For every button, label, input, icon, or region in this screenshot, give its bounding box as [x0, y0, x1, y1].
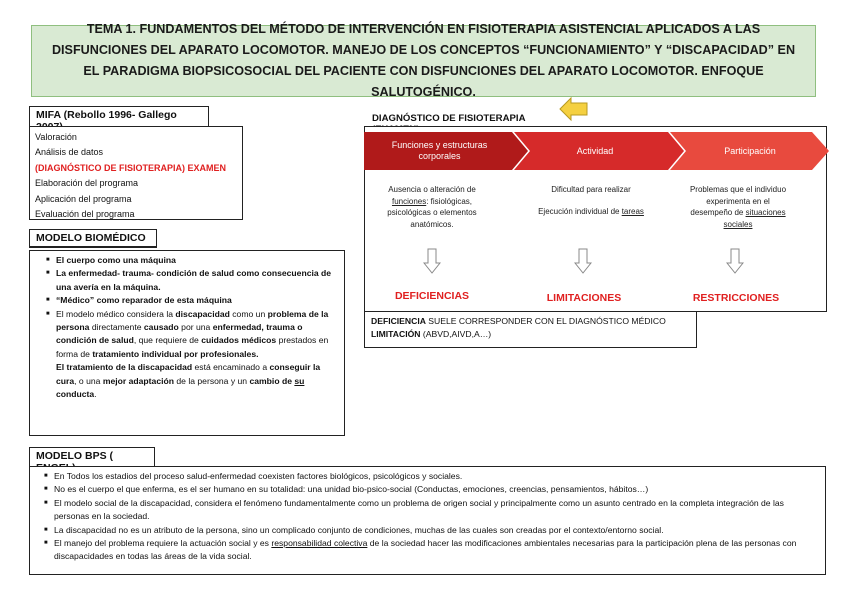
- down-arrow-icon: [726, 248, 744, 274]
- diagnostico-note: DEFICIENCIA SUELE CORRESPONDER CON EL DIAGNÓSTICO MÉDICO LIMITACIÓN (ABVD,AIVD,A…): [364, 311, 697, 348]
- arrow-label-funciones: Funciones y estructuras corporales: [391, 140, 488, 161]
- result-deficiencias: DEFICIENCIAS: [394, 290, 470, 302]
- result-restricciones: RESTRICCIONES: [692, 292, 780, 304]
- pointer-arrow-icon: [559, 96, 589, 122]
- mifa-item-valoracion: Valoración: [35, 132, 77, 142]
- bps-item: ■ No es el cuerpo el que enferma, es el ser humano en su totalidad: una unidad bio-psico-social (Conductas, emociones, creencias, pensamientos, hábitos…): [54, 483, 819, 496]
- mifa-item-diagnostico: (DIAGNÓSTICO DE FISIOTERAPIA) EXAMEN: [35, 162, 227, 173]
- biomedico-item: ■ El modelo médico considera la discapacidad como un problema de la persona directamente causado por una enfermedad, trauma o condición de salud, que requiere de cuidados médicos prestados en forma de tratamiento individual por profesionales. El tratamiento de la discapacidad está encaminado a conseguir la cura, o una mejor adaptación de la persona y un cambio de su conducta.: [56, 308, 338, 402]
- bps-item: ■ La discapacidad no es un atributo de la persona, sino un complicado conjunto de condiciones, muchas de las cuales son creadas por el contexto/entorno social.: [54, 524, 819, 537]
- bps-box: [29, 466, 826, 575]
- bps-header: MODELO BPS (: [29, 447, 155, 478]
- biomedico-box: [29, 250, 345, 436]
- col-participacion-text: Problemas que el individuo experimenta en el desempeño de situaciones sociales: [689, 185, 787, 229]
- mifa-header: MIFA (Rebollo 1996- Gallego: [29, 106, 209, 137]
- bps-item: ■ En Todos los estadios del proceso salud-enfermedad coexisten factores biológicos, psicológicos y sociales.: [54, 470, 819, 483]
- bps-item: ■ El modelo social de la discapacidad, considera el fenómeno fundamentalmente como un problema de origen social y principalmente como un asunto centrado en la completa integración de las personas en la sociedad.: [54, 497, 819, 524]
- result-limitaciones: LIMITACIONES: [546, 292, 622, 304]
- mifa-item-analisis: Análisis de datos: [35, 147, 104, 158]
- down-arrow-icon: [574, 248, 592, 274]
- bps-item: ■ El manejo del problema requiere la actuación social y es responsabilidad colectiva de la sociedad hacer las modificaciones ambientales necesarias para la participación plena de las personas con discapacidades en todas las áreas de la vida social.: [54, 537, 819, 564]
- biomedico-item: ■ El cuerpo como una máquina: [56, 254, 338, 267]
- diagnostico-header: DIAGNÓSTICO DE FISIOTERAPIA: [369, 111, 569, 139]
- arrow-label-participacion: Participación: [724, 145, 776, 156]
- mifa-list: [29, 126, 243, 220]
- biomedico-item: ■ La enfermedad- trauma- condición de salud como consecuencia de una avería en la máquina.: [56, 267, 338, 294]
- arrow-label-actividad: Actividad: [576, 145, 614, 156]
- biomedico-item: ■ “Médico” como reparador de esta máquina: [56, 294, 338, 307]
- mifa-item-evaluacion: Evaluación del programa: [35, 209, 135, 220]
- mifa-item-aplicacion: Aplicación del programa: [35, 193, 132, 204]
- col-funciones-text: Ausencia o alteración de funciones: fisiológicas, psicológicas o elementos anatómicos.: [387, 185, 477, 229]
- biomedico-header: MODELO BIOMÉDICO: [29, 229, 157, 248]
- mifa-item-elaboracion: Elaboración del programa: [35, 178, 139, 189]
- col-actividad-text: Dificultad para realizar Ejecución individual de tareas: [538, 185, 644, 216]
- page-title: TEMA 1. FUNDAMENTOS DEL MÉTODO DE INTERVENCIÓN EN FISIOTERAPIA ASISTENCIAL APLICADOS A LAS DISFUNCIONES DEL APARATO LOCOMOTOR. MANEJO DE LOS CONCEPTOS “FUNCIONAMIENTO” Y “DISCAPACIDAD” EN EL PARADIGMA BIOPSICOSOCIAL DEL PACIENTE CON DISFUNCIONES DEL APARATO LOCOMOTOR. ENFOQUE SALUTOGÉNICO.: [31, 25, 816, 97]
- down-arrow-icon: [423, 248, 441, 274]
